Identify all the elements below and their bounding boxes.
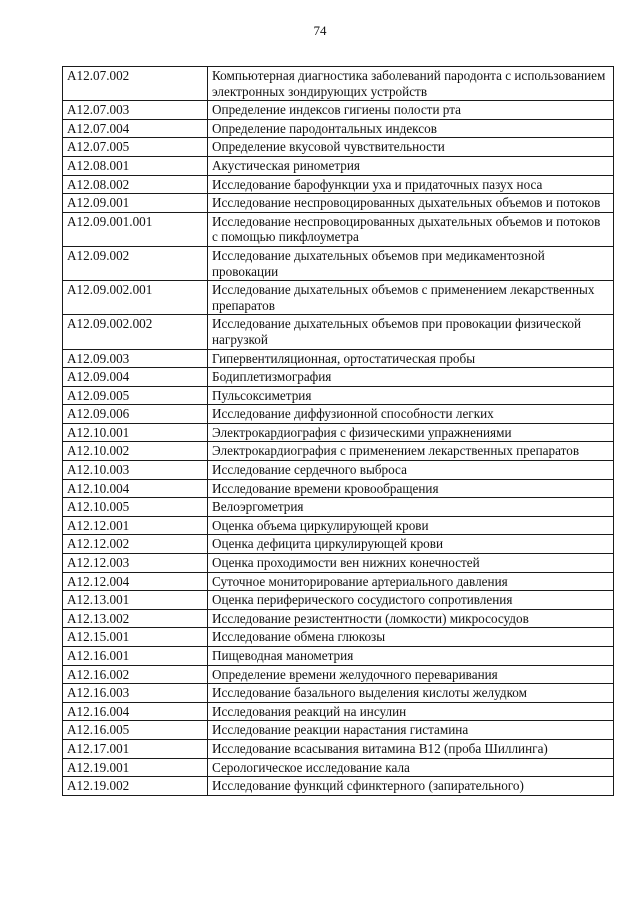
service-code: A12.12.002 — [63, 535, 208, 554]
service-code: A12.16.001 — [63, 647, 208, 666]
table-row — [63, 628, 614, 647]
service-description: Определение вкусовой чувствительности — [208, 138, 614, 157]
service-description: Суточное мониторирование артериального давления — [208, 572, 614, 591]
page-number: 74 — [313, 23, 327, 38]
service-description: Оценка дефицита циркулирующей крови — [208, 535, 614, 554]
service-code: A12.12.001 — [63, 516, 208, 535]
service-code: A12.19.001 — [63, 758, 208, 777]
service-code: A12.09.002 — [63, 246, 208, 280]
service-description: Электрокардиография с физическими упражнениями — [208, 423, 614, 442]
service-code: A12.16.005 — [63, 721, 208, 740]
table-row — [63, 739, 614, 758]
service-description: Исследование обмена глюкозы — [208, 628, 614, 647]
service-code: A12.08.001 — [63, 156, 208, 175]
service-code: A12.07.005 — [63, 138, 208, 157]
service-description: Определение времени желудочного переваривания — [208, 665, 614, 684]
table-row — [63, 758, 614, 777]
service-code: A12.10.001 — [63, 423, 208, 442]
service-code: A12.10.002 — [63, 442, 208, 461]
service-code: A12.07.003 — [63, 101, 208, 120]
service-code: A12.12.004 — [63, 572, 208, 591]
table-row — [63, 665, 614, 684]
table-row — [63, 119, 614, 138]
service-description: Компьютерная диагностика заболеваний пародонта с использованием электронных зондирующих устройств — [208, 67, 614, 101]
services-table — [62, 66, 614, 796]
service-code: A12.07.002 — [63, 67, 208, 101]
service-description: Бодиплетизмография — [208, 368, 614, 387]
table-row — [63, 721, 614, 740]
service-description: Оценка объема циркулирующей крови — [208, 516, 614, 535]
service-code: A12.09.001.001 — [63, 212, 208, 246]
table-row — [63, 423, 614, 442]
service-code: A12.09.005 — [63, 386, 208, 405]
service-description: Исследования реакций на инсулин — [208, 702, 614, 721]
service-description: Исследование резистентности (ломкости) микрососудов — [208, 609, 614, 628]
table-row — [63, 461, 614, 480]
table-row — [63, 572, 614, 591]
service-description: Исследование дыхательных объемов при медикаментозной провокации — [208, 246, 614, 280]
table-row — [63, 386, 614, 405]
service-code: A12.16.003 — [63, 684, 208, 703]
service-code: A12.17.001 — [63, 739, 208, 758]
table-row — [63, 442, 614, 461]
table-row — [63, 349, 614, 368]
table-row — [63, 554, 614, 573]
service-code: A12.19.002 — [63, 777, 208, 796]
table-row — [63, 281, 614, 315]
service-description: Акустическая ринометрия — [208, 156, 614, 175]
service-code: A12.10.003 — [63, 461, 208, 480]
table-row — [63, 156, 614, 175]
table-row — [63, 684, 614, 703]
service-description: Исследование базального выделения кислоты желудком — [208, 684, 614, 703]
table-row — [63, 702, 614, 721]
service-description: Определение пародонтальных индексов — [208, 119, 614, 138]
service-description: Серологическое исследование кала — [208, 758, 614, 777]
service-description: Определение индексов гигиены полости рта — [208, 101, 614, 120]
service-code: A12.12.003 — [63, 554, 208, 573]
table-row — [63, 67, 614, 101]
service-code: A12.15.001 — [63, 628, 208, 647]
service-code: A12.09.002.002 — [63, 315, 208, 349]
service-description: Исследование времени кровообращения — [208, 479, 614, 498]
service-code: A12.08.002 — [63, 175, 208, 194]
service-description: Электрокардиография с применением лекарственных препаратов — [208, 442, 614, 461]
service-code: A12.09.003 — [63, 349, 208, 368]
service-description: Исследование дыхательных объемов с применением лекарственных препаратов — [208, 281, 614, 315]
service-description: Пищеводная манометрия — [208, 647, 614, 666]
table-row — [63, 535, 614, 554]
table-row — [63, 138, 614, 157]
service-description: Исследование всасывания витамина В12 (проба Шиллинга) — [208, 739, 614, 758]
table-row — [63, 315, 614, 349]
service-description: Исследование неспровоцированных дыхательных объемов и потоков с помощью пикфлоуметра — [208, 212, 614, 246]
service-description: Велоэргометрия — [208, 498, 614, 517]
table-row — [63, 479, 614, 498]
service-description: Оценка проходимости вен нижних конечностей — [208, 554, 614, 573]
service-description: Оценка периферического сосудистого сопротивления — [208, 591, 614, 610]
table-row — [63, 498, 614, 517]
service-code: A12.09.002.001 — [63, 281, 208, 315]
service-code: A12.10.004 — [63, 479, 208, 498]
table-row — [63, 516, 614, 535]
service-code: A12.09.004 — [63, 368, 208, 387]
service-description: Исследование диффузионной способности легких — [208, 405, 614, 424]
table-row — [63, 777, 614, 796]
table-row — [63, 175, 614, 194]
service-code: A12.16.002 — [63, 665, 208, 684]
table-row — [63, 591, 614, 610]
service-code: A12.09.001 — [63, 194, 208, 213]
service-description: Гипервентиляционная, ортостатическая пробы — [208, 349, 614, 368]
service-code: A12.09.006 — [63, 405, 208, 424]
table-body — [63, 67, 614, 796]
table-row — [63, 647, 614, 666]
table-row — [63, 405, 614, 424]
table-row — [63, 368, 614, 387]
service-code: A12.07.004 — [63, 119, 208, 138]
service-code: A12.13.002 — [63, 609, 208, 628]
table-row — [63, 101, 614, 120]
service-code: A12.13.001 — [63, 591, 208, 610]
service-description: Пульсоксиметрия — [208, 386, 614, 405]
service-description: Исследование неспровоцированных дыхательных объемов и потоков — [208, 194, 614, 213]
service-description: Исследование реакции нарастания гистамина — [208, 721, 614, 740]
table-row — [63, 212, 614, 246]
service-code: A12.10.005 — [63, 498, 208, 517]
table-row — [63, 194, 614, 213]
service-description: Исследование дыхательных объемов при провокации физической нагрузкой — [208, 315, 614, 349]
service-description: Исследование сердечного выброса — [208, 461, 614, 480]
service-description: Исследование функций сфинктерного (запирательного) — [208, 777, 614, 796]
table-row — [63, 609, 614, 628]
table-row — [63, 246, 614, 280]
service-code: A12.16.004 — [63, 702, 208, 721]
service-description: Исследование барофункции уха и придаточных пазух носа — [208, 175, 614, 194]
